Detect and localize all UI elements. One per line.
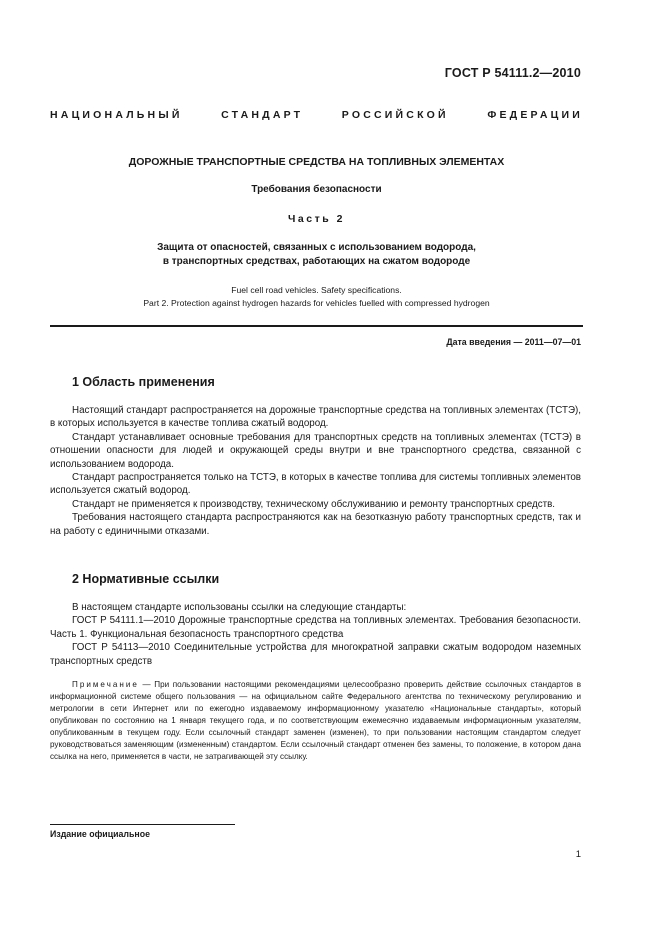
paragraph: Стандарт распространяется только на ТСТЭ, в которых в качестве топлива для системы топливных элементов используется сжатый водород. — [50, 472, 581, 497]
document-code: ГОСТ Р 54111.2—2010 — [444, 66, 581, 80]
official-edition-label: Издание официальное — [50, 829, 150, 839]
banner-word: ФЕДЕРАЦИИ — [487, 109, 583, 121]
paragraph: Требования настоящего стандарта распространяются как на безотказную работу транспортных средств, так и на работу с единичными отказами. — [50, 512, 581, 537]
english-title-line: Fuel cell road vehicles. Safety specifications. — [231, 285, 402, 295]
section-2-body — [50, 601, 581, 668]
section-1-heading: 1 Область применения — [72, 375, 215, 389]
paragraph: Стандарт не применяется к производству, техническому обслуживанию и ремонту транспортных средств. — [72, 498, 556, 510]
part-title-line: в транспортных средствах, работающих на сжатом водороде — [162, 256, 471, 267]
banner-word: НАЦИОНАЛЬНЫЙ — [50, 109, 183, 121]
note-text: — При пользовании настоящими рекомендациями целесообразно проверить действие ссылочных стандартов в информационной системе общего пользования — на официальном сайте Федерального агентства по техническому регулированию и метрологии в сети Интернет или по ежегодно издаваемому информационному указателю «Национальные стандарты», который опубликован по состоянию на 1 января текущего года, и по соответствующим ежемесячно издаваемым информационным указателям, опубликованным в текущем году. Если ссылочный стандарт заменен (изменен), то при пользовании настоящим стандартом следует руководствоваться заменяющим (измененным) стандартом. Если ссылочный стандарт отменен без замены, то положение, в котором дана ссылка на него, применяется в части, не затрагивающей эту ссылку. — [50, 680, 581, 761]
banner-word: РОССИЙСКОЙ — [341, 109, 449, 121]
note-label: Примечание — [72, 680, 139, 689]
english-title-line: Part 2. Protection against hydrogen hazards for vehicles fuelled with compressed hydrogen — [143, 297, 490, 308]
note-paragraph — [50, 679, 581, 763]
paragraph: ГОСТ Р 54111.1—2010 Дорожные транспортные средства на топливных элементах. Требования безопасности. Часть 1. Функциональная безопасность транспортного средства — [50, 615, 581, 640]
section-2-heading: 2 Нормативные ссылки — [72, 572, 220, 586]
paragraph: ГОСТ Р 54113—2010 Соединительные устройства для многократной заправки сжатым водородом наземных транспортных средств — [50, 642, 581, 667]
part-title — [50, 241, 583, 269]
part-title-line: Защита от опасностей, связанных с использованием водорода, — [157, 242, 476, 253]
section-1-body — [50, 404, 581, 538]
paragraph: Настоящий стандарт распространяется на дорожные транспортные средства на топливных элементах (ТСТЭ), в которых используется в качестве топлива сжатый водород. — [50, 405, 581, 430]
footer-divider — [50, 824, 235, 825]
document-title: ДОРОЖНЫЕ ТРАНСПОРТНЫЕ СРЕДСТВА НА ТОПЛИВНЫХ ЭЛЕМЕНТАХ — [128, 156, 505, 168]
page-number: 1 — [575, 849, 581, 860]
paragraph: В настоящем стандарте использованы ссылки на следующие стандарты: — [72, 602, 407, 613]
english-title — [50, 284, 583, 309]
national-standard-banner — [50, 109, 583, 121]
title-divider — [50, 325, 583, 327]
document-subtitle: Требования безопасности — [251, 184, 382, 195]
paragraph: Стандарт устанавливает основные требования для транспортных средств на топливных элементах (ТСТЭ) в отношении опасности для людей и окружающей среды внутри и вне транспортного средства, связанной с использованием водорода. — [50, 431, 581, 470]
introduction-date: Дата введения — 2011—07—01 — [446, 337, 581, 347]
part-label: Часть 2 — [288, 213, 345, 225]
note — [50, 679, 581, 763]
banner-word: СТАНДАРТ — [221, 109, 304, 121]
